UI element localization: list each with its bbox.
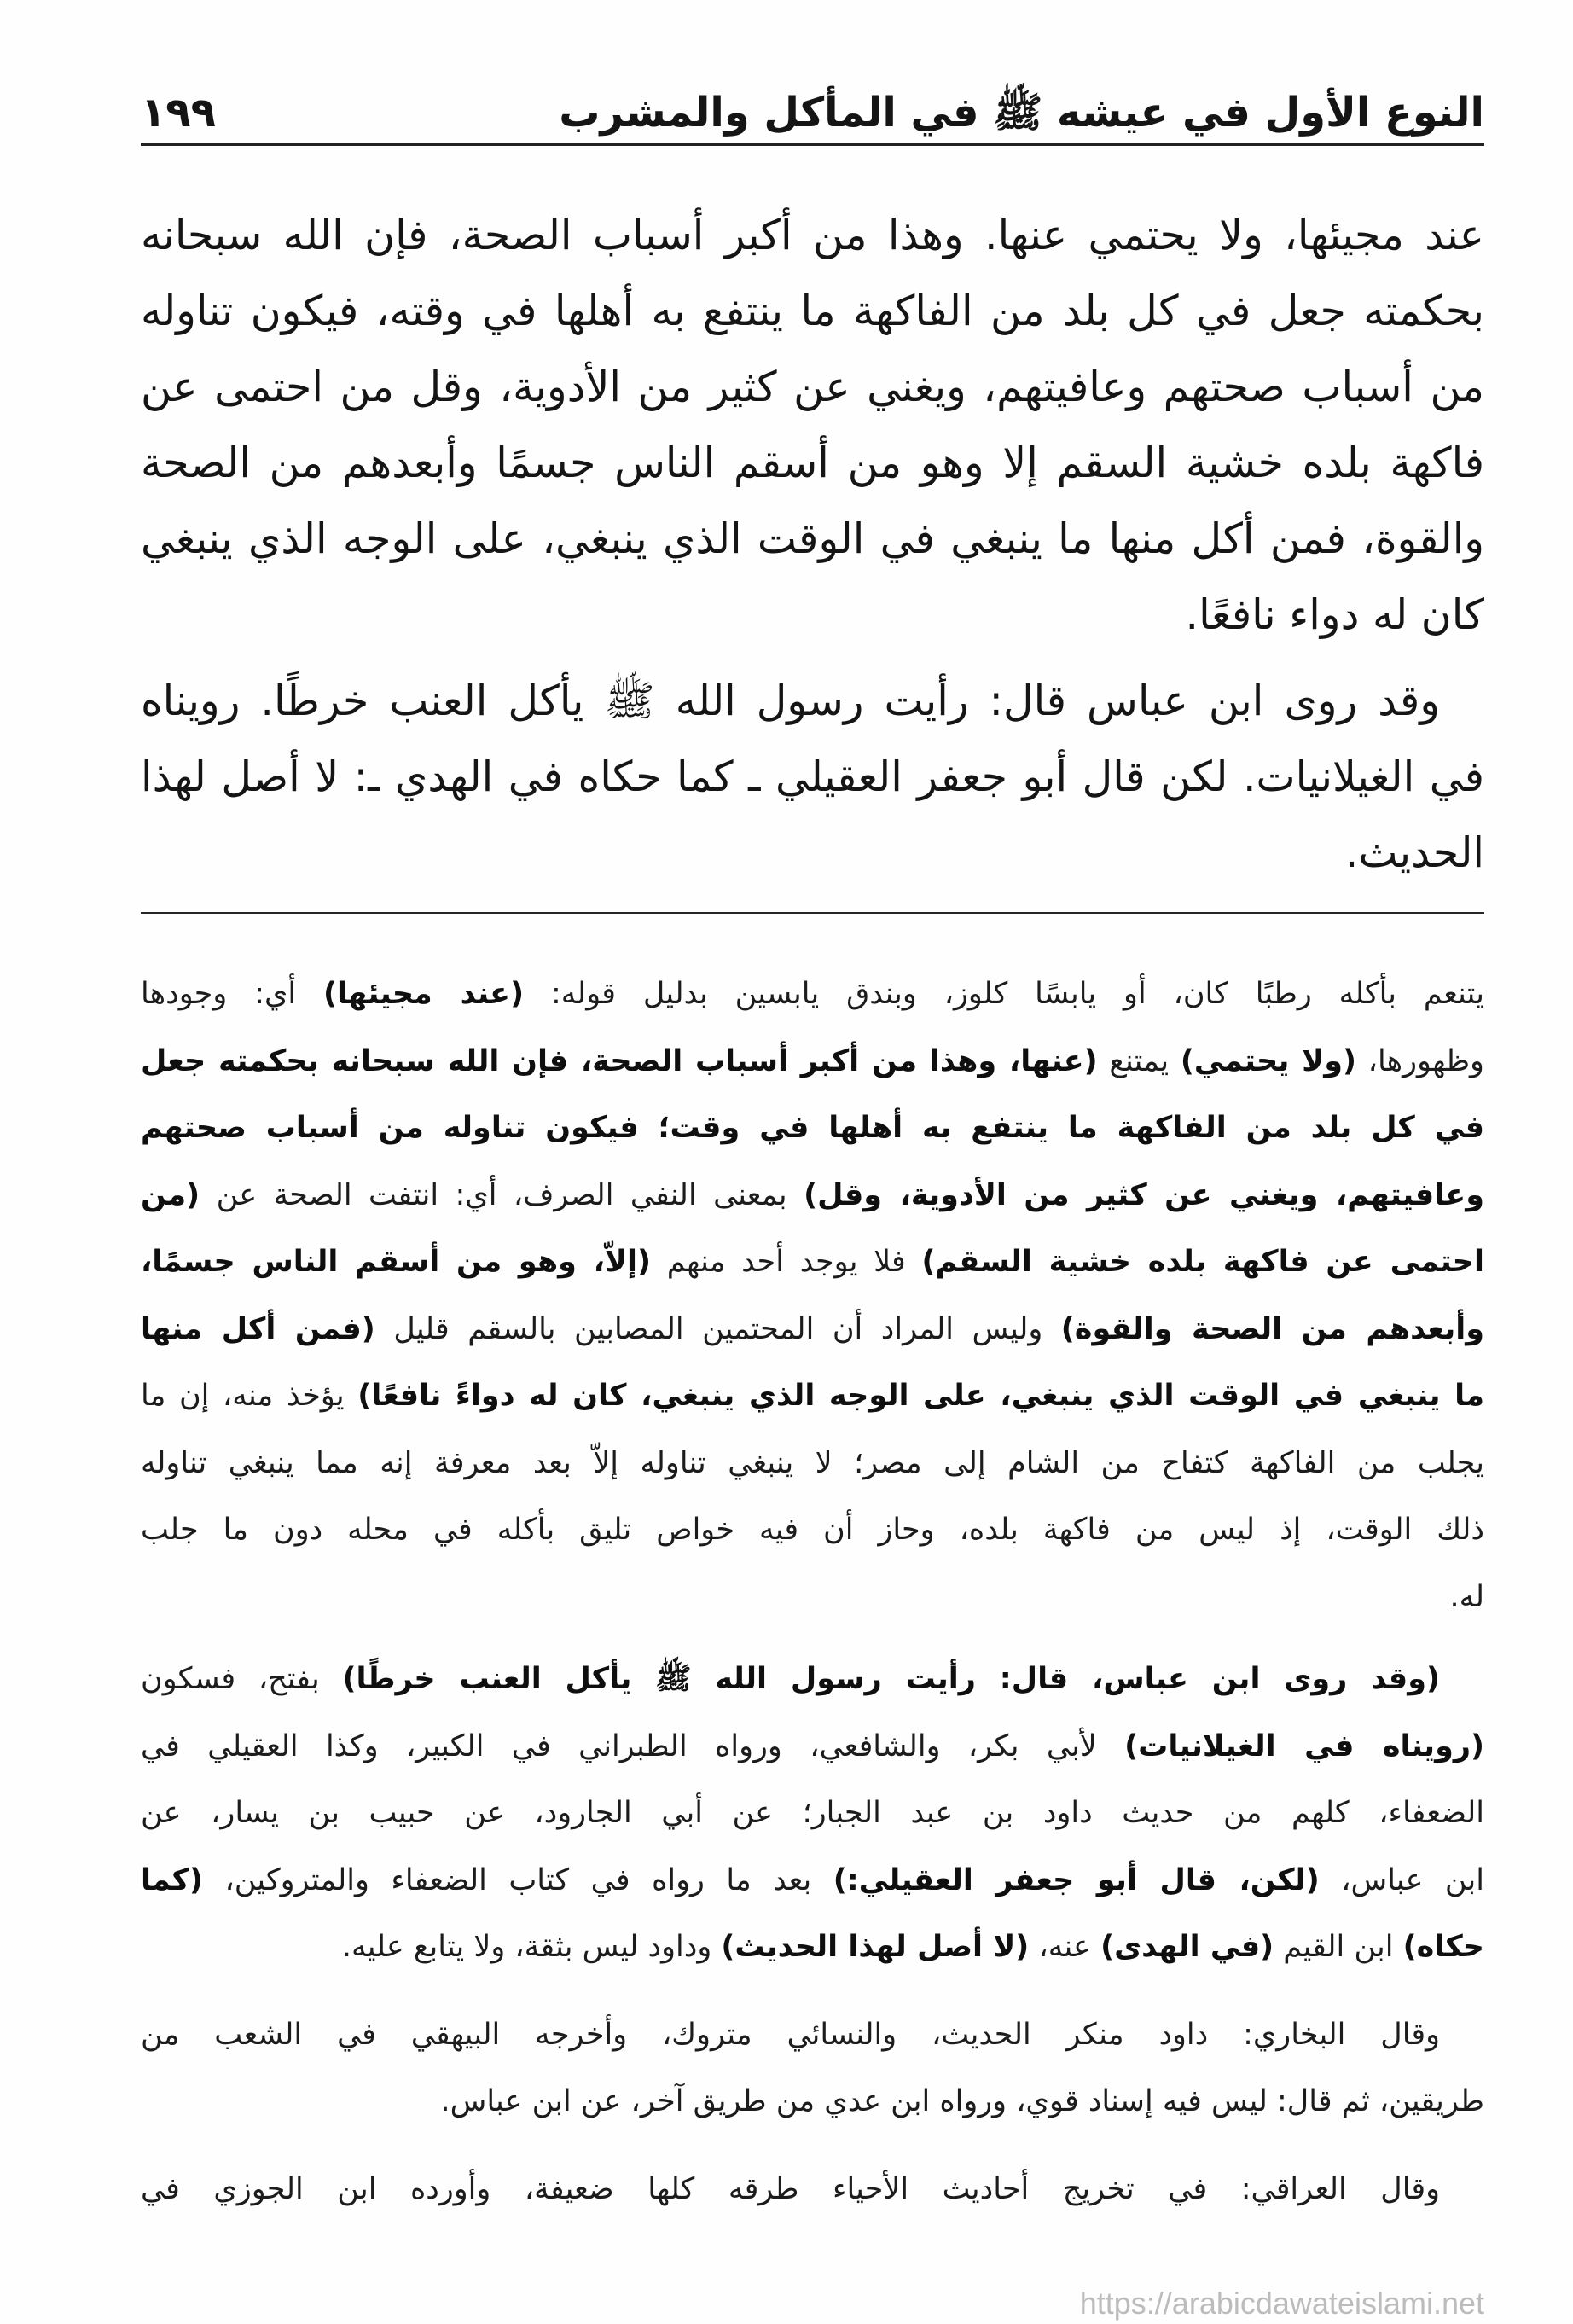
commentary-line (141, 2068, 1484, 2135)
quoted-matn: في كل بلد من الفاكهة ما ينتفع به أهلها في وقت؛ فيكون تناوله من أسباب صحتهم (141, 1111, 1484, 1145)
quoted-matn: احتمى عن فاكهة بلده خشية السقم) (921, 1245, 1484, 1279)
main-paragraph (141, 663, 1484, 891)
quoted-matn: ما ينبغي في الوقت الذي ينبغي، على الوجه الذي ينبغي، كان له دواءً نافعًا) (357, 1379, 1484, 1413)
header-title: النوع الأول في عيشه ﷺ في المأكل والمشرب (559, 89, 1484, 137)
quoted-matn: (لكن، قال أبو جعفر العقيلي:) (833, 1862, 1320, 1897)
commentary-text: وليس المراد أن المحتمين المصابين بالسقم قليل (393, 1311, 1043, 1346)
commentary-line (141, 1496, 1484, 1564)
commentary-text: ابن عباس، (1341, 1862, 1484, 1897)
commentary-line (141, 1564, 1484, 1631)
commentary-text: فلا يوجد أحد منهم (666, 1245, 906, 1279)
commentary-line (141, 2002, 1484, 2069)
commentary-text: الضعفاء، كلهم من حديث داود بن عبد الجبار؛ عن أبي الجارود، عن حبيب بن يسار، عن (141, 1796, 1484, 1830)
commentary-line (141, 1646, 1484, 1713)
main-paragraph (141, 197, 1484, 653)
quoted-matn: (ولا يحتمي) (1180, 1043, 1356, 1078)
quoted-matn: (في الهدى) (1100, 1930, 1274, 1964)
commentary-text: أي: وجودها (141, 977, 297, 1011)
commentary-line (141, 1095, 1484, 1162)
commentary-text: يتنعم بأكله رطبًا كان، أو يابسًا كلوز، وبندق يابسين بدليل قوله: (550, 977, 1484, 1011)
commentary-separator-rule (141, 912, 1484, 914)
quoted-matn: (عنها، وهذا من أكبر أسباب الصحة، فإن الله سبحانه بحكمته جعل (141, 1043, 1098, 1078)
commentary-paragraph (141, 961, 1484, 1630)
commentary-line (141, 961, 1484, 1028)
main-text-line: فاكهة بلده خشية السقم إلا وهو من أسقم الناس جسمًا وأبعدهم من الصحة (141, 439, 1484, 487)
commentary-line (141, 1362, 1484, 1430)
watermark-url: https://arabicdawateislami.net (1079, 2286, 1484, 2321)
main-text-line: في الغيلانيات. لكن قال أبو جعفر العقيلي ـ كما حكاه في الهدي ـ: لا أصل لهذا (141, 752, 1484, 801)
commentary-line (141, 2156, 1484, 2223)
quoted-matn: وعافيتهم، ويغني عن كثير من الأدوية، وقل) (804, 1177, 1484, 1212)
quoted-matn: (إلاّ، وهو من أسقم الناس جسمًا، (141, 1245, 652, 1279)
commentary-text: يؤخذ منه، إن ما (141, 1379, 345, 1413)
main-text-line: عند مجيئها، ولا يحتمي عنها. وهذا من أكبر أسباب الصحة، فإن الله سبحانه (141, 211, 1484, 259)
commentary-line (141, 1162, 1484, 1229)
commentary-text: بعد ما رواه في كتاب الضعفاء والمتروكين، (224, 1862, 812, 1897)
quoted-matn: (رويناه في الغيلانيات) (1124, 1728, 1484, 1763)
commentary-text: وقال العراقي: في تخريج أحاديث الأحياء طرقه كلها ضعيفة، وأورده ابن الجوزي في (141, 2171, 1440, 2206)
commentary-line (141, 1229, 1484, 1296)
commentary-text: وقال البخاري: داود منكر الحديث، والنسائي متروك، وأخرجه البيهقي في الشعب من (141, 2017, 1440, 2052)
running-header (141, 82, 1484, 146)
page-number: ١٩٩ (141, 89, 216, 137)
quoted-matn: حكاه) (1402, 1930, 1484, 1964)
commentary-paragraph (141, 2002, 1484, 2135)
commentary-text: ذلك الوقت، إذ ليس من فاكهة بلده، وحاز أن فيه خواص تليق بأكله في محله دون ما جلب (141, 1513, 1484, 1547)
quoted-matn: (فمن أكل منها (141, 1311, 375, 1346)
main-text (141, 197, 1484, 891)
commentary-text: بمعنى النفي الصرف، أي: انتفت الصحة عن (216, 1177, 787, 1212)
quoted-matn: (وقد روى ابن عباس، قال: رأيت رسول الله ﷺ يأكل العنب خرطًا) (342, 1662, 1440, 1696)
commentary-text: لأبي بكر، والشافعي، ورواه الطبراني في الكبير، وكذا العقيلي في (141, 1728, 1097, 1763)
commentary-paragraph (141, 1646, 1484, 1981)
commentary-text: طريقين، ثم قال: ليس فيه إسناد قوي، ورواه ابن عدي من طريق آخر، عن ابن عباس. (440, 2084, 1484, 2118)
commentary-text: عنه، (1038, 1930, 1091, 1964)
main-text-line: من أسباب صحتهم وعافيتهم، ويغني عن كثير من الأدوية، وقل من احتمى عن (141, 363, 1484, 411)
commentary-text: له. (1449, 1579, 1484, 1614)
quoted-matn: (لا أصل لهذا الحديث) (721, 1930, 1030, 1964)
main-text-line: وقد روى ابن عباس قال: رأيت رسول الله ﷺ يأكل العنب خرطًا. رويناه (141, 677, 1440, 725)
quoted-matn: (من (141, 1177, 200, 1212)
commentary-text: يجلب من الفاكهة كتفاح من الشام إلى مصر؛ لا ينبغي تناوله إلاّ بعد معرفة إنه مما ينبغي تناوله (141, 1445, 1484, 1480)
main-text-line: كان له دواء نافعًا. (1185, 590, 1484, 639)
main-text-line: والقوة، فمن أكل منها ما ينبغي في الوقت الذي ينبغي، على الوجه الذي ينبغي (141, 514, 1484, 563)
commentary-text: بفتح، فسكون (141, 1662, 320, 1696)
quoted-matn: (عند مجيئها) (323, 977, 525, 1011)
commentary-line (141, 1430, 1484, 1497)
commentary-line (141, 1713, 1484, 1781)
commentary-paragraph (141, 2156, 1484, 2223)
main-text-line: الحديث. (1344, 828, 1484, 877)
commentary-line (141, 1028, 1484, 1095)
commentary-text: ابن القيم (1283, 1930, 1394, 1964)
commentary-line (141, 1780, 1484, 1847)
main-text-line: بحكمته جعل في كل بلد من الفاكهة ما ينتفع به أهلها في وقته، فيكون تناوله (141, 287, 1484, 335)
commentary-text: وظهورها، (1367, 1043, 1484, 1078)
commentary-text: يمتنع (1109, 1043, 1170, 1078)
commentary-line (141, 1296, 1484, 1363)
quoted-matn: (كما (141, 1862, 203, 1897)
commentary (141, 961, 1484, 2222)
quoted-matn: وأبعدهم من الصحة والقوة) (1060, 1311, 1484, 1346)
commentary-line (141, 1847, 1484, 1914)
commentary-text: وداود ليس بثقة، ولا يتابع عليه. (341, 1930, 712, 1964)
commentary-line (141, 1914, 1484, 1981)
